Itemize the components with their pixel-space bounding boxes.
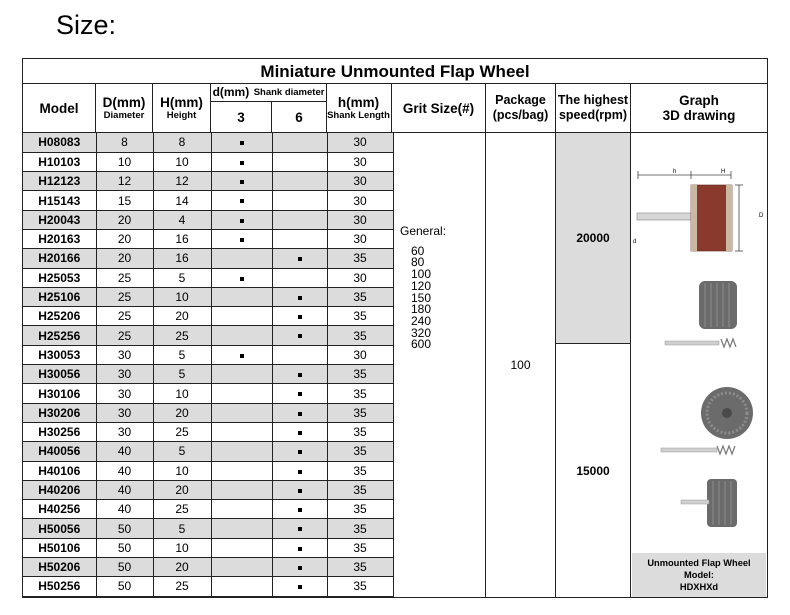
model-cell: H40206 bbox=[23, 480, 96, 499]
diameter-cell: 20 bbox=[96, 210, 153, 229]
shank-mark-icon bbox=[298, 315, 302, 319]
height-cell: 10 bbox=[153, 384, 211, 403]
header-shank-label: d(mm) bbox=[212, 85, 250, 99]
diameter-cell: 30 bbox=[96, 365, 153, 384]
grit-value: 600 bbox=[411, 337, 432, 352]
shank-6-cell bbox=[272, 326, 327, 345]
header-package bbox=[486, 84, 556, 133]
shank-3-cell bbox=[211, 461, 272, 480]
model-cell: H10103 bbox=[23, 152, 96, 171]
diameter-cell: 20 bbox=[96, 229, 153, 248]
table-row bbox=[23, 577, 393, 596]
shank-mark-icon bbox=[298, 392, 302, 396]
height-cell: 25 bbox=[153, 500, 211, 519]
header-shank-length-label: h(mm) bbox=[337, 95, 380, 110]
header-height-label: H(mm) bbox=[160, 95, 203, 110]
shank-mark-icon bbox=[298, 296, 302, 300]
shank-mark-icon bbox=[298, 431, 302, 435]
shank-3-cell bbox=[211, 229, 272, 248]
header-graph bbox=[631, 84, 767, 133]
model-cell: H20163 bbox=[23, 229, 96, 248]
model-cell: H40106 bbox=[23, 461, 96, 480]
model-cell: H30206 bbox=[23, 403, 96, 422]
shank-6-cell bbox=[272, 307, 327, 326]
diameter-cell: 25 bbox=[96, 287, 153, 306]
diameter-cell: 30 bbox=[96, 345, 153, 364]
shank-length-cell: 35 bbox=[327, 558, 393, 577]
speed-value-2: 15000 bbox=[576, 463, 610, 478]
header-shank-diameter bbox=[211, 84, 327, 102]
shank-mark-icon bbox=[298, 450, 302, 454]
shank-mark-icon bbox=[240, 199, 244, 203]
grit-value: 100 bbox=[411, 267, 432, 282]
dimension-diagram-icon bbox=[633, 169, 764, 251]
table-row bbox=[23, 461, 393, 480]
shank-3-cell bbox=[211, 577, 272, 596]
shank-length-cell: 35 bbox=[327, 442, 393, 461]
shank-3-cell bbox=[211, 384, 272, 403]
shank-length-cell: 35 bbox=[327, 403, 393, 422]
shank-length-cell: 30 bbox=[327, 210, 393, 229]
shank-mark-icon bbox=[298, 547, 302, 551]
model-cell: H25106 bbox=[23, 287, 96, 306]
table-title: Miniature Unmounted Flap Wheel bbox=[23, 59, 767, 84]
shank-3-cell bbox=[211, 442, 272, 461]
dim-label-H: H bbox=[721, 169, 726, 175]
model-cell: H20043 bbox=[23, 210, 96, 229]
shank-mark-icon bbox=[298, 489, 302, 493]
height-cell: 25 bbox=[153, 422, 211, 441]
dim-label-D: D bbox=[759, 213, 764, 219]
shank-3-cell bbox=[211, 307, 272, 326]
height-cell: 20 bbox=[153, 480, 211, 499]
shank-mark-icon bbox=[298, 334, 302, 338]
shank-length-cell: 35 bbox=[327, 326, 393, 345]
shank-3-cell bbox=[211, 538, 272, 557]
shank-length-cell: 35 bbox=[327, 249, 393, 268]
header-speed-label: The highest bbox=[557, 93, 629, 107]
grit-general-label: General: bbox=[400, 224, 447, 238]
shank-3-cell bbox=[211, 345, 272, 364]
speed-value-1: 20000 bbox=[576, 231, 610, 245]
shank-6-cell bbox=[272, 249, 327, 268]
table-row bbox=[23, 422, 393, 441]
table-row bbox=[23, 442, 393, 461]
grit-value: 60 bbox=[411, 243, 425, 258]
model-cell: H25053 bbox=[23, 268, 96, 287]
shank-3-cell bbox=[211, 133, 272, 152]
data-rows bbox=[23, 133, 394, 597]
shank-length-cell: 35 bbox=[327, 480, 393, 499]
table-row bbox=[23, 519, 393, 538]
grit-values bbox=[400, 243, 446, 352]
shank-3-cell bbox=[211, 191, 272, 210]
model-cell: H30053 bbox=[23, 345, 96, 364]
package-cell bbox=[486, 133, 556, 598]
shank-6-cell bbox=[272, 152, 327, 171]
diameter-cell: 30 bbox=[96, 384, 153, 403]
shank-6-cell bbox=[272, 461, 327, 480]
model-cell: H30056 bbox=[23, 365, 96, 384]
shank-6-cell bbox=[272, 422, 327, 441]
height-cell: 25 bbox=[153, 577, 211, 596]
model-note-line1: Unmounted Flap Wheel Model: bbox=[647, 558, 751, 580]
shank-3-cell bbox=[211, 558, 272, 577]
table-row bbox=[23, 365, 393, 384]
shank-mark-icon bbox=[298, 508, 302, 512]
grit-size-cell bbox=[392, 133, 486, 598]
header-graph-sub: 3D drawing bbox=[662, 108, 736, 123]
shank-length-cell: 30 bbox=[327, 172, 393, 191]
diameter-cell: 50 bbox=[96, 519, 153, 538]
diameter-cell: 40 bbox=[96, 461, 153, 480]
flap-wheel-photo-3-icon bbox=[681, 479, 737, 527]
shank-6-cell bbox=[272, 538, 327, 557]
shank-3-cell bbox=[211, 152, 272, 171]
diameter-cell: 20 bbox=[96, 249, 153, 268]
shank-mark-icon bbox=[240, 354, 244, 358]
shank-6-cell bbox=[272, 191, 327, 210]
flap-wheel-photo-1-icon bbox=[665, 281, 737, 347]
height-cell: 5 bbox=[153, 365, 211, 384]
shank-3-cell bbox=[211, 422, 272, 441]
height-cell: 5 bbox=[153, 268, 211, 287]
table-row bbox=[23, 210, 393, 229]
model-cell: H08083 bbox=[23, 133, 96, 152]
model-cell: H25206 bbox=[23, 307, 96, 326]
header-shank-length-sub: Shank Length bbox=[327, 110, 390, 121]
shank-6-cell bbox=[272, 577, 327, 596]
header-package-sub: (pcs/bag) bbox=[492, 108, 549, 122]
shank-length-cell: 30 bbox=[327, 268, 393, 287]
table-row bbox=[23, 152, 393, 171]
table-row bbox=[23, 249, 393, 268]
model-cell: H50256 bbox=[23, 577, 96, 596]
shank-6-cell bbox=[272, 480, 327, 499]
shank-mark-icon bbox=[240, 161, 244, 165]
shank-length-cell: 30 bbox=[327, 191, 393, 210]
shank-length-cell: 30 bbox=[327, 345, 393, 364]
header-height bbox=[153, 84, 211, 133]
header-speed bbox=[556, 84, 631, 133]
shank-length-cell: 35 bbox=[327, 577, 393, 596]
height-cell: 14 bbox=[153, 191, 211, 210]
diameter-cell: 15 bbox=[96, 191, 153, 210]
height-cell: 8 bbox=[153, 133, 211, 152]
header-model-label: Model bbox=[39, 100, 79, 116]
shank-6-cell bbox=[272, 268, 327, 287]
diameter-cell: 40 bbox=[96, 480, 153, 499]
shank-3-cell bbox=[211, 500, 272, 519]
shank-length-cell: 35 bbox=[327, 461, 393, 480]
shank-6-cell bbox=[272, 403, 327, 422]
table-row bbox=[23, 172, 393, 191]
diameter-cell: 8 bbox=[96, 133, 153, 152]
shank-mark-icon bbox=[240, 141, 244, 145]
header-speed-sub: speed(rpm) bbox=[558, 108, 628, 122]
shank-mark-icon bbox=[240, 219, 244, 223]
speed-cell-2 bbox=[556, 344, 631, 598]
grit-value: 240 bbox=[411, 313, 432, 328]
shank-6-cell bbox=[272, 133, 327, 152]
shank-6-cell bbox=[272, 229, 327, 248]
diameter-cell: 50 bbox=[96, 538, 153, 557]
height-cell: 25 bbox=[153, 326, 211, 345]
spec-table bbox=[22, 58, 768, 598]
shank-6-cell bbox=[272, 210, 327, 229]
size-heading: Size: bbox=[56, 10, 117, 40]
grit-value: 80 bbox=[411, 255, 425, 270]
grit-value: 180 bbox=[411, 302, 432, 317]
grit-value: 120 bbox=[411, 278, 432, 293]
diameter-cell: 40 bbox=[96, 500, 153, 519]
shank-6-cell bbox=[272, 365, 327, 384]
model-cell: H15143 bbox=[23, 191, 96, 210]
shank-mark-icon bbox=[298, 527, 302, 531]
shank-length-cell: 35 bbox=[327, 519, 393, 538]
height-cell: 4 bbox=[153, 210, 211, 229]
shank-length-cell: 35 bbox=[327, 500, 393, 519]
diameter-cell: 12 bbox=[96, 172, 153, 191]
diameter-cell: 25 bbox=[96, 268, 153, 287]
diameter-cell: 50 bbox=[96, 558, 153, 577]
product-drawings bbox=[631, 133, 767, 553]
table-row bbox=[23, 133, 393, 152]
height-cell: 10 bbox=[153, 287, 211, 306]
header-shank-sub: Shank diameter bbox=[253, 87, 325, 98]
header-diameter-label: D(mm) bbox=[102, 95, 146, 110]
shank-mark-icon bbox=[298, 585, 302, 589]
diameter-cell: 25 bbox=[96, 326, 153, 345]
header-shank-3-label: 3 bbox=[237, 109, 245, 125]
header-package-label: Package bbox=[495, 93, 546, 107]
shank-3-cell bbox=[211, 210, 272, 229]
shank-6-cell bbox=[272, 519, 327, 538]
model-cell: H50206 bbox=[23, 558, 96, 577]
height-cell: 5 bbox=[153, 345, 211, 364]
header-diameter bbox=[96, 84, 153, 133]
diameter-cell: 50 bbox=[96, 577, 153, 596]
model-cell: H30256 bbox=[23, 422, 96, 441]
shank-mark-icon bbox=[298, 373, 302, 377]
shank-3-cell bbox=[211, 403, 272, 422]
shank-3-cell bbox=[211, 480, 272, 499]
shank-length-cell: 35 bbox=[327, 365, 393, 384]
model-cell: H40256 bbox=[23, 500, 96, 519]
height-cell: 10 bbox=[153, 152, 211, 171]
shank-length-cell: 35 bbox=[327, 384, 393, 403]
flap-wheel-photo-2-icon bbox=[661, 387, 753, 454]
table-row bbox=[23, 403, 393, 422]
model-cell: H20166 bbox=[23, 249, 96, 268]
table-row bbox=[23, 268, 393, 287]
shank-6-cell bbox=[272, 384, 327, 403]
grit-value: 320 bbox=[411, 325, 432, 340]
table-row bbox=[23, 345, 393, 364]
shank-6-cell bbox=[272, 345, 327, 364]
height-cell: 10 bbox=[153, 538, 211, 557]
shank-6-cell bbox=[272, 172, 327, 191]
package-value: 100 bbox=[510, 358, 531, 372]
graph-cell bbox=[631, 133, 767, 598]
shank-mark-icon bbox=[298, 412, 302, 416]
shank-length-cell: 35 bbox=[327, 287, 393, 306]
shank-length-cell: 30 bbox=[327, 152, 393, 171]
header-shank-6-label: 6 bbox=[295, 109, 303, 125]
diameter-cell: 40 bbox=[96, 442, 153, 461]
shank-6-cell bbox=[272, 442, 327, 461]
height-cell: 20 bbox=[153, 307, 211, 326]
speed-cell-1 bbox=[556, 133, 631, 344]
shank-3-cell bbox=[211, 172, 272, 191]
shank-3-cell bbox=[211, 365, 272, 384]
model-cell: H50056 bbox=[23, 519, 96, 538]
table-row bbox=[23, 558, 393, 577]
grit-list bbox=[400, 226, 446, 351]
grit-value: 150 bbox=[411, 290, 432, 305]
header-grit-label: Grit Size(#) bbox=[402, 100, 475, 116]
table-row bbox=[23, 538, 393, 557]
model-note bbox=[632, 553, 766, 597]
header-shank-length bbox=[326, 84, 392, 133]
shank-mark-icon bbox=[298, 566, 302, 570]
table-row bbox=[23, 326, 393, 345]
shank-length-cell: 35 bbox=[327, 538, 393, 557]
header-shank-6 bbox=[272, 102, 327, 133]
shank-length-cell: 35 bbox=[327, 422, 393, 441]
model-cell: H40056 bbox=[23, 442, 96, 461]
height-cell: 5 bbox=[153, 519, 211, 538]
height-cell: 20 bbox=[153, 558, 211, 577]
diameter-cell: 30 bbox=[96, 403, 153, 422]
table-row bbox=[23, 480, 393, 499]
dim-label-d: d bbox=[633, 239, 637, 245]
shank-length-cell: 30 bbox=[327, 133, 393, 152]
table-row bbox=[23, 229, 393, 248]
header-grit-size bbox=[392, 84, 486, 133]
shank-3-cell bbox=[211, 249, 272, 268]
table-row bbox=[23, 384, 393, 403]
shank-3-cell bbox=[211, 519, 272, 538]
model-cell: H50106 bbox=[23, 538, 96, 557]
shank-length-cell: 30 bbox=[327, 229, 393, 248]
model-note-line2: HDXHXd bbox=[679, 582, 719, 592]
model-cell: H12123 bbox=[23, 172, 96, 191]
model-cell: H25256 bbox=[23, 326, 96, 345]
table-row bbox=[23, 307, 393, 326]
shank-3-cell bbox=[211, 287, 272, 306]
shank-6-cell bbox=[272, 558, 327, 577]
table-row bbox=[23, 191, 393, 210]
dim-label-h: h bbox=[673, 169, 677, 175]
diameter-cell: 10 bbox=[96, 152, 153, 171]
model-cell: H30106 bbox=[23, 384, 96, 403]
shank-mark-icon bbox=[240, 277, 244, 281]
height-cell: 10 bbox=[153, 461, 211, 480]
header-model bbox=[23, 84, 96, 133]
height-cell: 16 bbox=[153, 229, 211, 248]
height-cell: 16 bbox=[153, 249, 211, 268]
table-row bbox=[23, 287, 393, 306]
shank-3-cell bbox=[211, 268, 272, 287]
diameter-cell: 30 bbox=[96, 422, 153, 441]
shank-3-cell bbox=[211, 326, 272, 345]
header-height-sub: Height bbox=[166, 110, 197, 121]
shank-mark-icon bbox=[240, 238, 244, 242]
shank-mark-icon bbox=[298, 257, 302, 261]
height-cell: 5 bbox=[153, 442, 211, 461]
shank-6-cell bbox=[272, 287, 327, 306]
header-graph-label: Graph bbox=[679, 93, 719, 108]
table-row bbox=[23, 500, 393, 519]
shank-mark-icon bbox=[298, 470, 302, 474]
diameter-cell: 25 bbox=[96, 307, 153, 326]
height-cell: 12 bbox=[153, 172, 211, 191]
header-shank-3 bbox=[211, 102, 272, 133]
height-cell: 20 bbox=[153, 403, 211, 422]
shank-mark-icon bbox=[240, 180, 244, 184]
shank-length-cell: 35 bbox=[327, 307, 393, 326]
shank-6-cell bbox=[272, 500, 327, 519]
header-diameter-sub: Diameter bbox=[103, 110, 145, 121]
